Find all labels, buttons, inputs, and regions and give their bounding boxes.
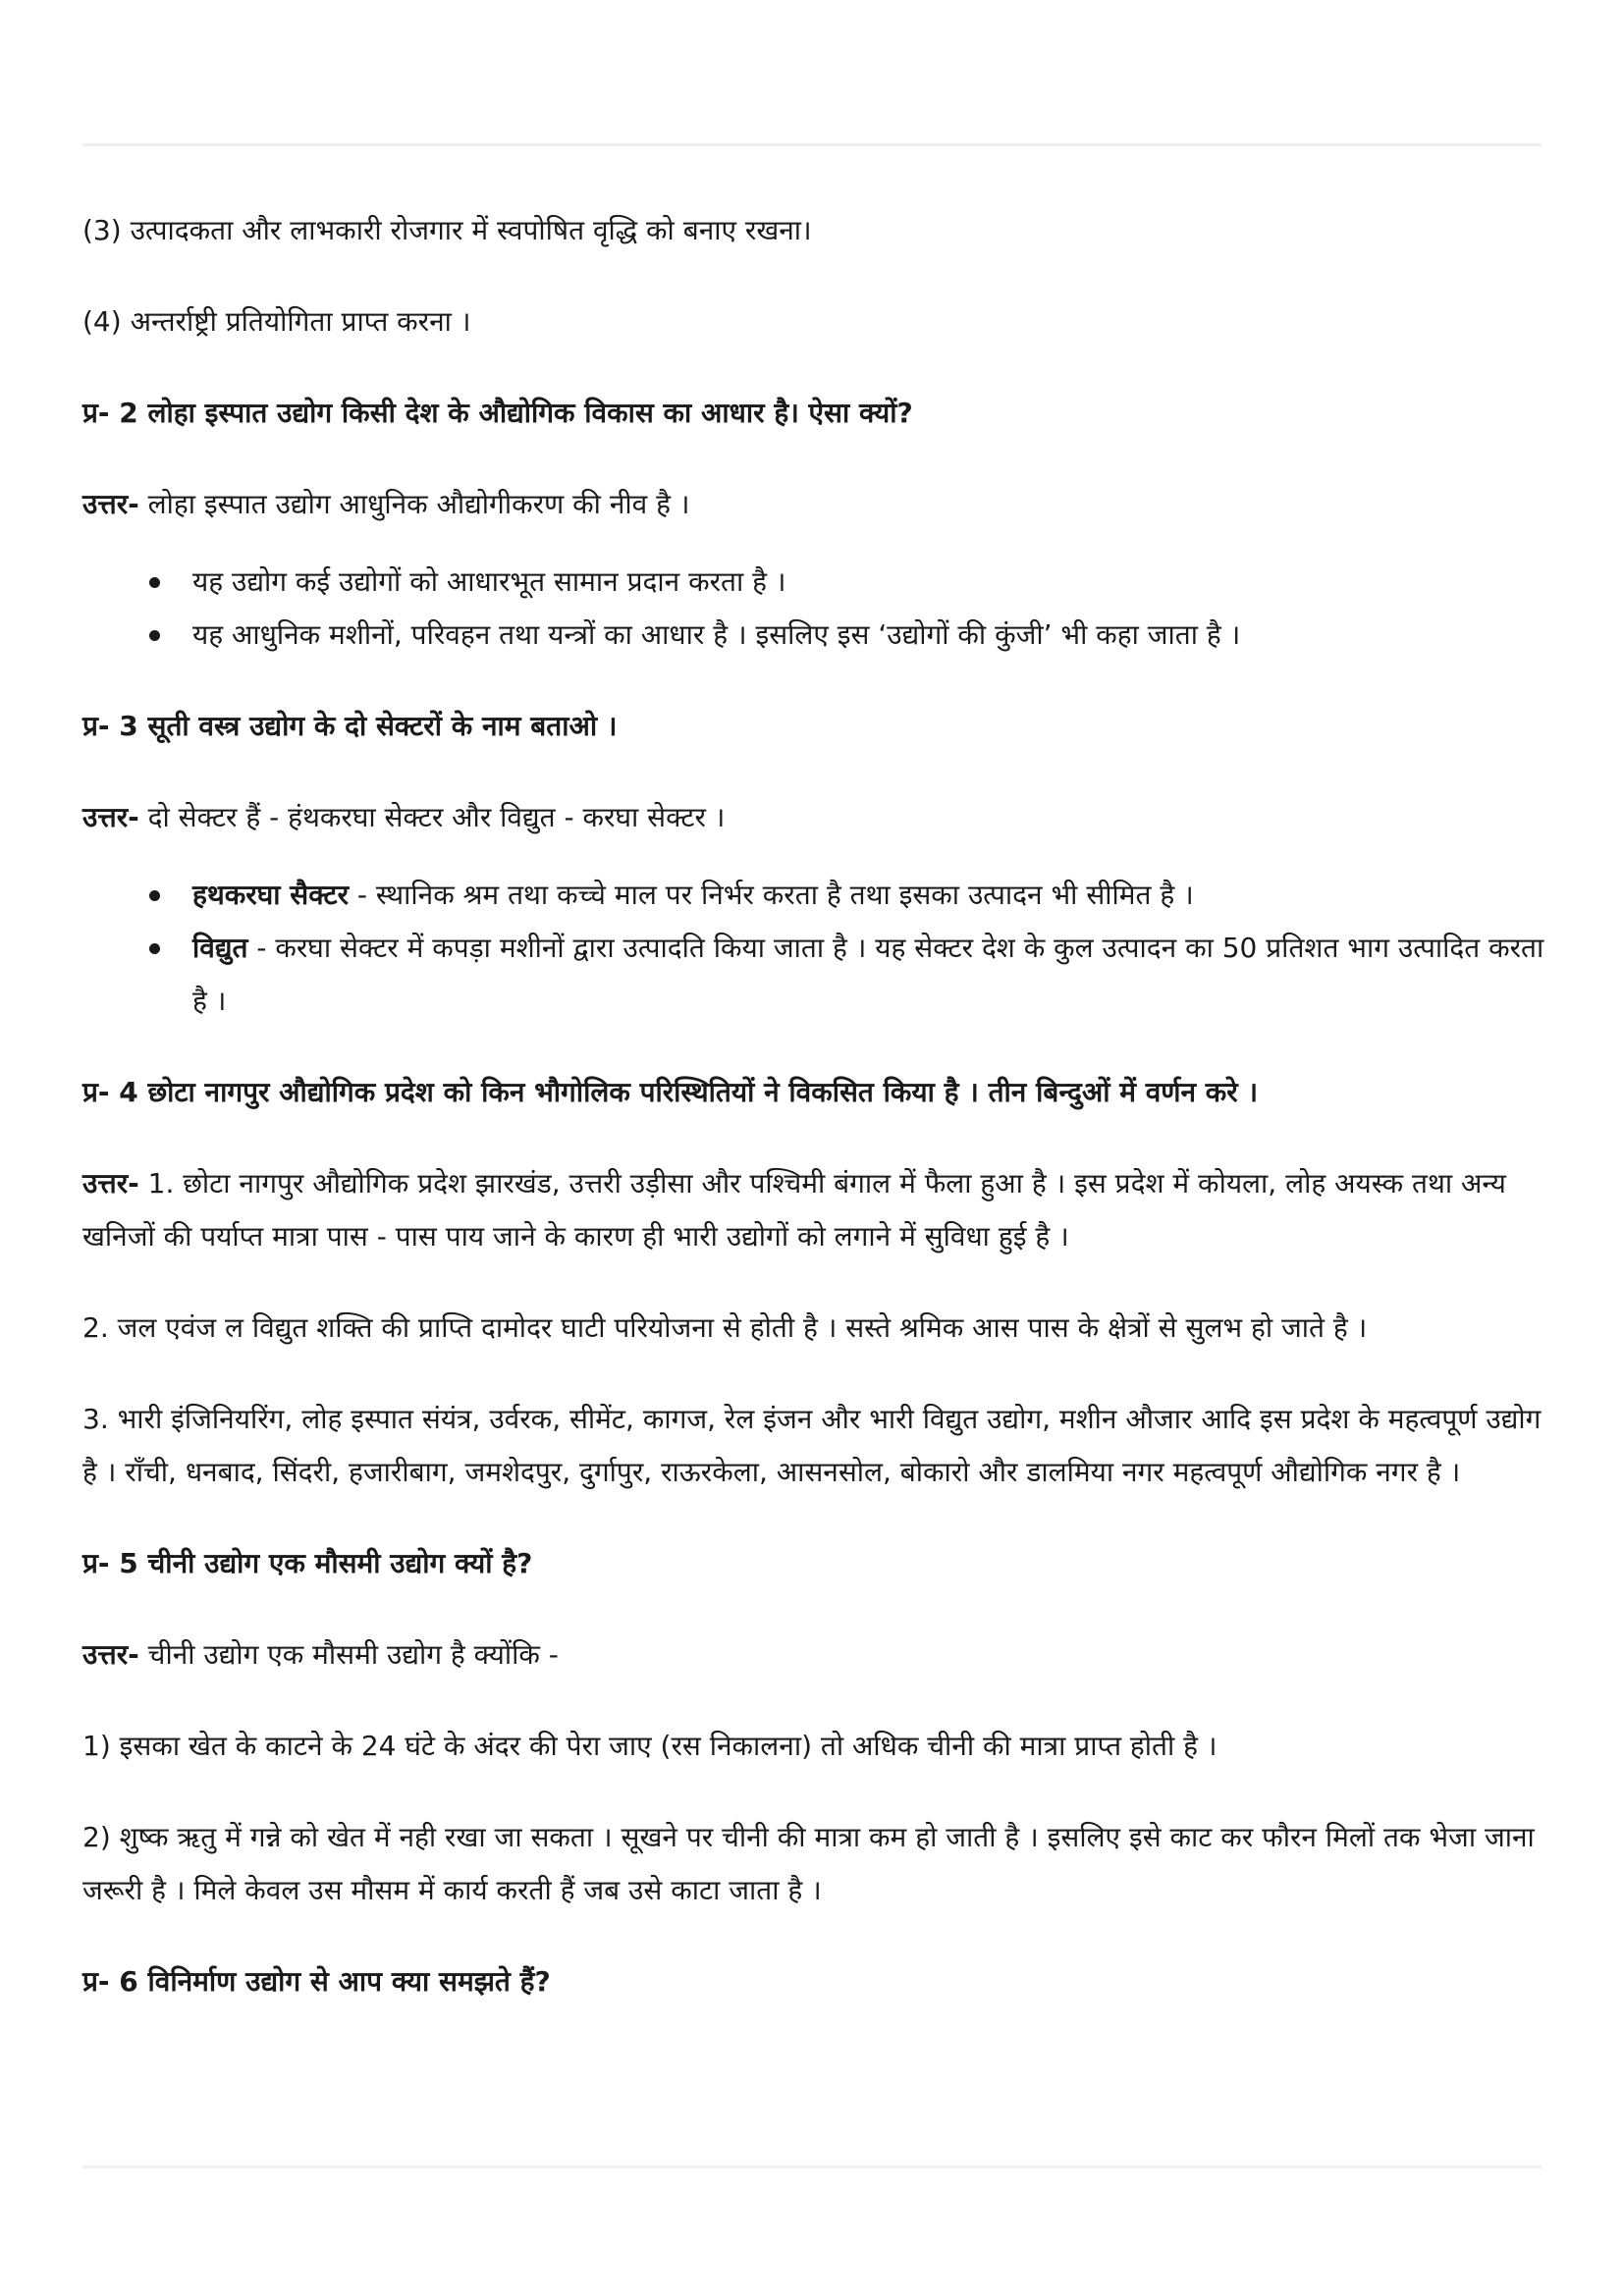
answer-3 xyxy=(82,791,1545,844)
question-3: प्र- 3 सूती वस्त्र उद्योग के दो सेक्टरों के नाम बताओ । xyxy=(82,710,618,742)
list-item: यह आधुनिक मशीनों, परिवहन तथा यन्त्रों का आधार है । इसलिए इस ‘उद्योगों की कुंजी’ भी कहा जाता है । xyxy=(149,609,1545,662)
answer-text: चीनी उद्योग एक मौसमी उद्योग है क्योंकि - xyxy=(138,1638,559,1671)
list-item-term: विद्युत xyxy=(192,932,248,964)
answer-5-point-2: 2) शुष्क ऋतु में गन्ने को खेत में नही रखा जा सकता । सूखने पर चीनी की मात्रा कम हो जाती है । इसलिए इसे काट कर फौरन मिलों तक भेजा जाना जरूरी है । मिले केवल उस मौसम में कार्य करती हैं जब उसे काटा जाता है । xyxy=(82,1821,1535,1906)
question-2: प्र- 2 लोहा इस्पात उद्योग किसी देश के औद्योगिक विकास का आधार है। ऐसा क्यों? xyxy=(82,397,913,429)
document-body xyxy=(82,204,1545,2047)
list-item: यह उद्योग कई उद्योगों को आधारभूत सामान प्रदान करता है । xyxy=(149,556,1545,609)
bottom-divider xyxy=(82,2165,1542,2168)
point-3: (3) उत्पादकता और लाभकारी रोजगार में स्वपोषित वृद्धि को बनाए रखना। xyxy=(82,214,812,246)
answer-4-point-1 xyxy=(82,1157,1545,1263)
question-5: प्र- 5 चीनी उद्योग एक मौसमी उद्योग क्यों है? xyxy=(82,1547,533,1579)
answer-text: दो सेक्टर हैं - हंथकरघा सेक्टर और विद्युत - करघा सेक्टर । xyxy=(138,801,726,833)
answer-2 xyxy=(82,478,1545,531)
answer-4-point-2: 2. जल एवंज ल विद्युत शक्ति की प्राप्ति दामोदर घाटी परियोजना से होती है । सस्ते श्रमिक आस पास के क्षेत्रों से सुलभ हो जाते है । xyxy=(82,1311,1368,1344)
answer-5-point-1: 1) इसका खेत के काटने के 24 घंटे के अंदर की पेरा जाए (रस निकालना) तो अधिक चीनी की मात्रा प्राप्त होती है । xyxy=(82,1730,1217,1762)
list-item xyxy=(149,869,1545,922)
point-4: (4) अन्तर्राष्ट्री प्रतियोगिता प्राप्त करना । xyxy=(82,305,471,338)
list-item-term: हथकरघा सैक्टर xyxy=(192,879,350,911)
answer-2-list xyxy=(82,556,1545,662)
answer-text: लोहा इस्पात उद्योग आधुनिक औद्योगीकरण की नीव है । xyxy=(138,488,690,520)
list-item-text: - करघा सेक्टर में कपड़ा मशीनों द्वारा उत्पादति किया जाता है । यह सेक्टर देश के कुल उत्पादन का 50 प्रतिशत भाग उत्पादित करता है । xyxy=(192,932,1544,1017)
list-item-text: - स्थानिक श्रम तथा कच्चे माल पर निर्भर करता है तथा इसका उत्पादन भी सीमित है । xyxy=(349,879,1194,911)
answer-label: उत्तर- xyxy=(82,1167,139,1200)
list-item xyxy=(149,922,1545,1028)
question-4: प्र- 4 छोटा नागपुर औद्योगिक प्रदेश को किन भौगोलिक परिस्थितियों ने विकसित किया है । तीन बिन्दुओं में वर्णन करे । xyxy=(82,1076,1259,1108)
top-divider xyxy=(82,143,1542,146)
question-6: प्र- 6 विनिर्माण उद्योग से आप क्या समझते हैं? xyxy=(82,1965,551,1998)
answer-3-list xyxy=(82,869,1545,1028)
answer-5 xyxy=(82,1629,1545,1682)
answer-label: उत्तर- xyxy=(82,488,139,520)
answer-4-point-3: 3. भारी इंजिनियरिंग, लोह इस्पात संयंत्र, उर्वरक, सीमेंट, कागज, रेल इंजन और भारी विद्युत उद्योग, मशीन औजार आदि इस प्रदेश के महत्वपूर्ण उद्योग है । राँची, धनबाद, सिंदरी, हजारीबाग, जमशेदपुर, दुर्गापुर, राऊरकेला, आसनसोल, बोकारो और डालमिया नगर महत्वपूर्ण औद्योगिक नगर है । xyxy=(82,1403,1542,1488)
answer-text: 1. छोटा नागपुर औद्योगिक प्रदेश झारखंड, उत्तरी उड़ीसा और पश्चिमी बंगाल में फैला हुआ है । इस प्रदेश में कोयला, लोह अयस्क तथा अन्य खनिजों की पर्याप्त मात्रा पास - पास पाय जाने के कारण ही भारी उद्योगों को लगाने में सुविधा हुई है । xyxy=(82,1167,1506,1253)
answer-label: उत्तर- xyxy=(82,1638,139,1671)
answer-label: उत्तर- xyxy=(82,801,139,833)
